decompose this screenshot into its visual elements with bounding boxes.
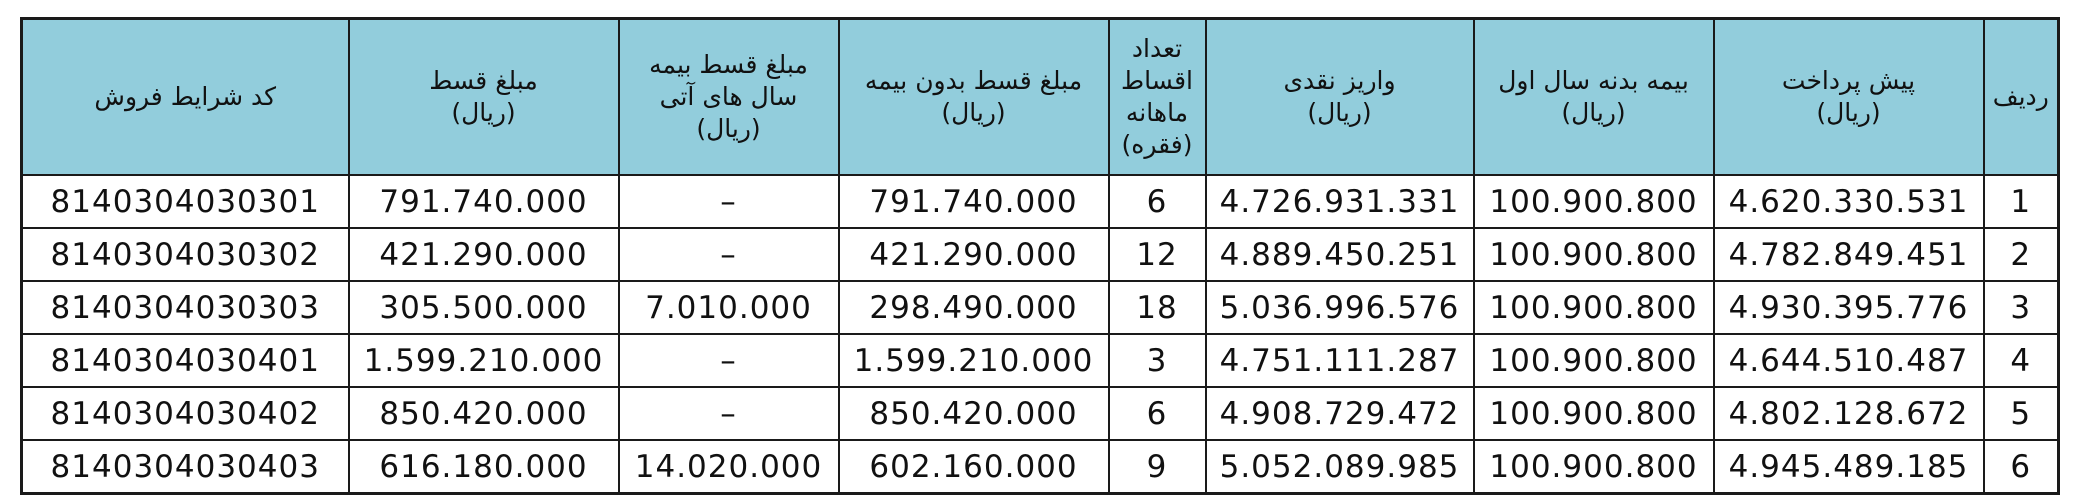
header-prepayment: پیش پرداخت (ریال)	[1714, 19, 1984, 176]
cell-prepayment: 4.644.510.487	[1714, 334, 1984, 387]
cell-sales-code: 8140304030302	[22, 228, 349, 281]
header-installment-amount: مبلغ قسط (ریال)	[349, 19, 619, 176]
header-row-number: ردیف	[1984, 19, 2059, 176]
cell-installment-without-insurance: 850.420.000	[839, 387, 1109, 440]
sales-conditions-table-container	[20, 17, 2057, 493]
cell-installment-amount: 850.420.000	[349, 387, 619, 440]
cell-row-number: 4	[1984, 334, 2059, 387]
cell-installment-without-insurance: 1.599.210.000	[839, 334, 1109, 387]
cell-cash-deposit: 4.889.450.251	[1206, 228, 1474, 281]
cell-row-number: 2	[1984, 228, 2059, 281]
header-sales-code: کد شرایط فروش	[22, 19, 349, 176]
cell-first-year-insurance: 100.900.800	[1474, 440, 1714, 494]
cell-prepayment: 4.802.128.672	[1714, 387, 1984, 440]
cell-installment-count: 12	[1109, 228, 1206, 281]
cell-first-year-insurance: 100.900.800	[1474, 334, 1714, 387]
cell-installment-amount: 305.500.000	[349, 281, 619, 334]
header-cash-deposit: واریز نقدی (ریال)	[1206, 19, 1474, 176]
cell-future-insurance-installment: 14.020.000	[619, 440, 839, 494]
cell-first-year-insurance: 100.900.800	[1474, 281, 1714, 334]
cell-sales-code: 8140304030303	[22, 281, 349, 334]
cell-sales-code: 8140304030401	[22, 334, 349, 387]
cell-cash-deposit: 4.908.729.472	[1206, 387, 1474, 440]
table-row	[22, 387, 2059, 440]
cell-installment-without-insurance: 791.740.000	[839, 175, 1109, 228]
cell-prepayment: 4.930.395.776	[1714, 281, 1984, 334]
cell-future-insurance-installment: –	[619, 387, 839, 440]
cell-future-insurance-installment: 7.010.000	[619, 281, 839, 334]
header-future-insurance-installment: مبلغ قسط بیمه سال های آتی (ریال)	[619, 19, 839, 176]
cell-installment-amount: 1.599.210.000	[349, 334, 619, 387]
table-row	[22, 440, 2059, 494]
cell-installment-amount: 421.290.000	[349, 228, 619, 281]
cell-cash-deposit: 4.726.931.331	[1206, 175, 1474, 228]
cell-prepayment: 4.620.330.531	[1714, 175, 1984, 228]
table-row	[22, 228, 2059, 281]
cell-future-insurance-installment: –	[619, 334, 839, 387]
cell-installment-count: 18	[1109, 281, 1206, 334]
cell-prepayment: 4.945.489.185	[1714, 440, 1984, 494]
cell-installment-count: 6	[1109, 387, 1206, 440]
cell-installment-without-insurance: 602.160.000	[839, 440, 1109, 494]
sales-conditions-table	[20, 17, 2060, 495]
header-first-year-insurance: بیمه بدنه سال اول (ریال)	[1474, 19, 1714, 176]
cell-installment-amount: 616.180.000	[349, 440, 619, 494]
header-installment-without-insurance: مبلغ قسط بدون بیمه (ریال)	[839, 19, 1109, 176]
cell-row-number: 3	[1984, 281, 2059, 334]
cell-installment-count: 3	[1109, 334, 1206, 387]
cell-first-year-insurance: 100.900.800	[1474, 387, 1714, 440]
cell-prepayment: 4.782.849.451	[1714, 228, 1984, 281]
cell-first-year-insurance: 100.900.800	[1474, 175, 1714, 228]
table-row	[22, 281, 2059, 334]
cell-cash-deposit: 5.036.996.576	[1206, 281, 1474, 334]
cell-installment-count: 9	[1109, 440, 1206, 494]
cell-row-number: 6	[1984, 440, 2059, 494]
cell-future-insurance-installment: –	[619, 228, 839, 281]
cell-cash-deposit: 5.052.089.985	[1206, 440, 1474, 494]
header-installment-count: تعداد اقساط ماهانه (فقره)	[1109, 19, 1206, 176]
cell-installment-without-insurance: 298.490.000	[839, 281, 1109, 334]
cell-sales-code: 8140304030402	[22, 387, 349, 440]
cell-sales-code: 8140304030301	[22, 175, 349, 228]
cell-cash-deposit: 4.751.111.287	[1206, 334, 1474, 387]
cell-future-insurance-installment: –	[619, 175, 839, 228]
table-row	[22, 175, 2059, 228]
cell-sales-code: 8140304030403	[22, 440, 349, 494]
cell-installment-without-insurance: 421.290.000	[839, 228, 1109, 281]
table-header-row	[22, 19, 2059, 176]
cell-row-number: 1	[1984, 175, 2059, 228]
table-row	[22, 334, 2059, 387]
cell-installment-amount: 791.740.000	[349, 175, 619, 228]
cell-first-year-insurance: 100.900.800	[1474, 228, 1714, 281]
cell-row-number: 5	[1984, 387, 2059, 440]
cell-installment-count: 6	[1109, 175, 1206, 228]
